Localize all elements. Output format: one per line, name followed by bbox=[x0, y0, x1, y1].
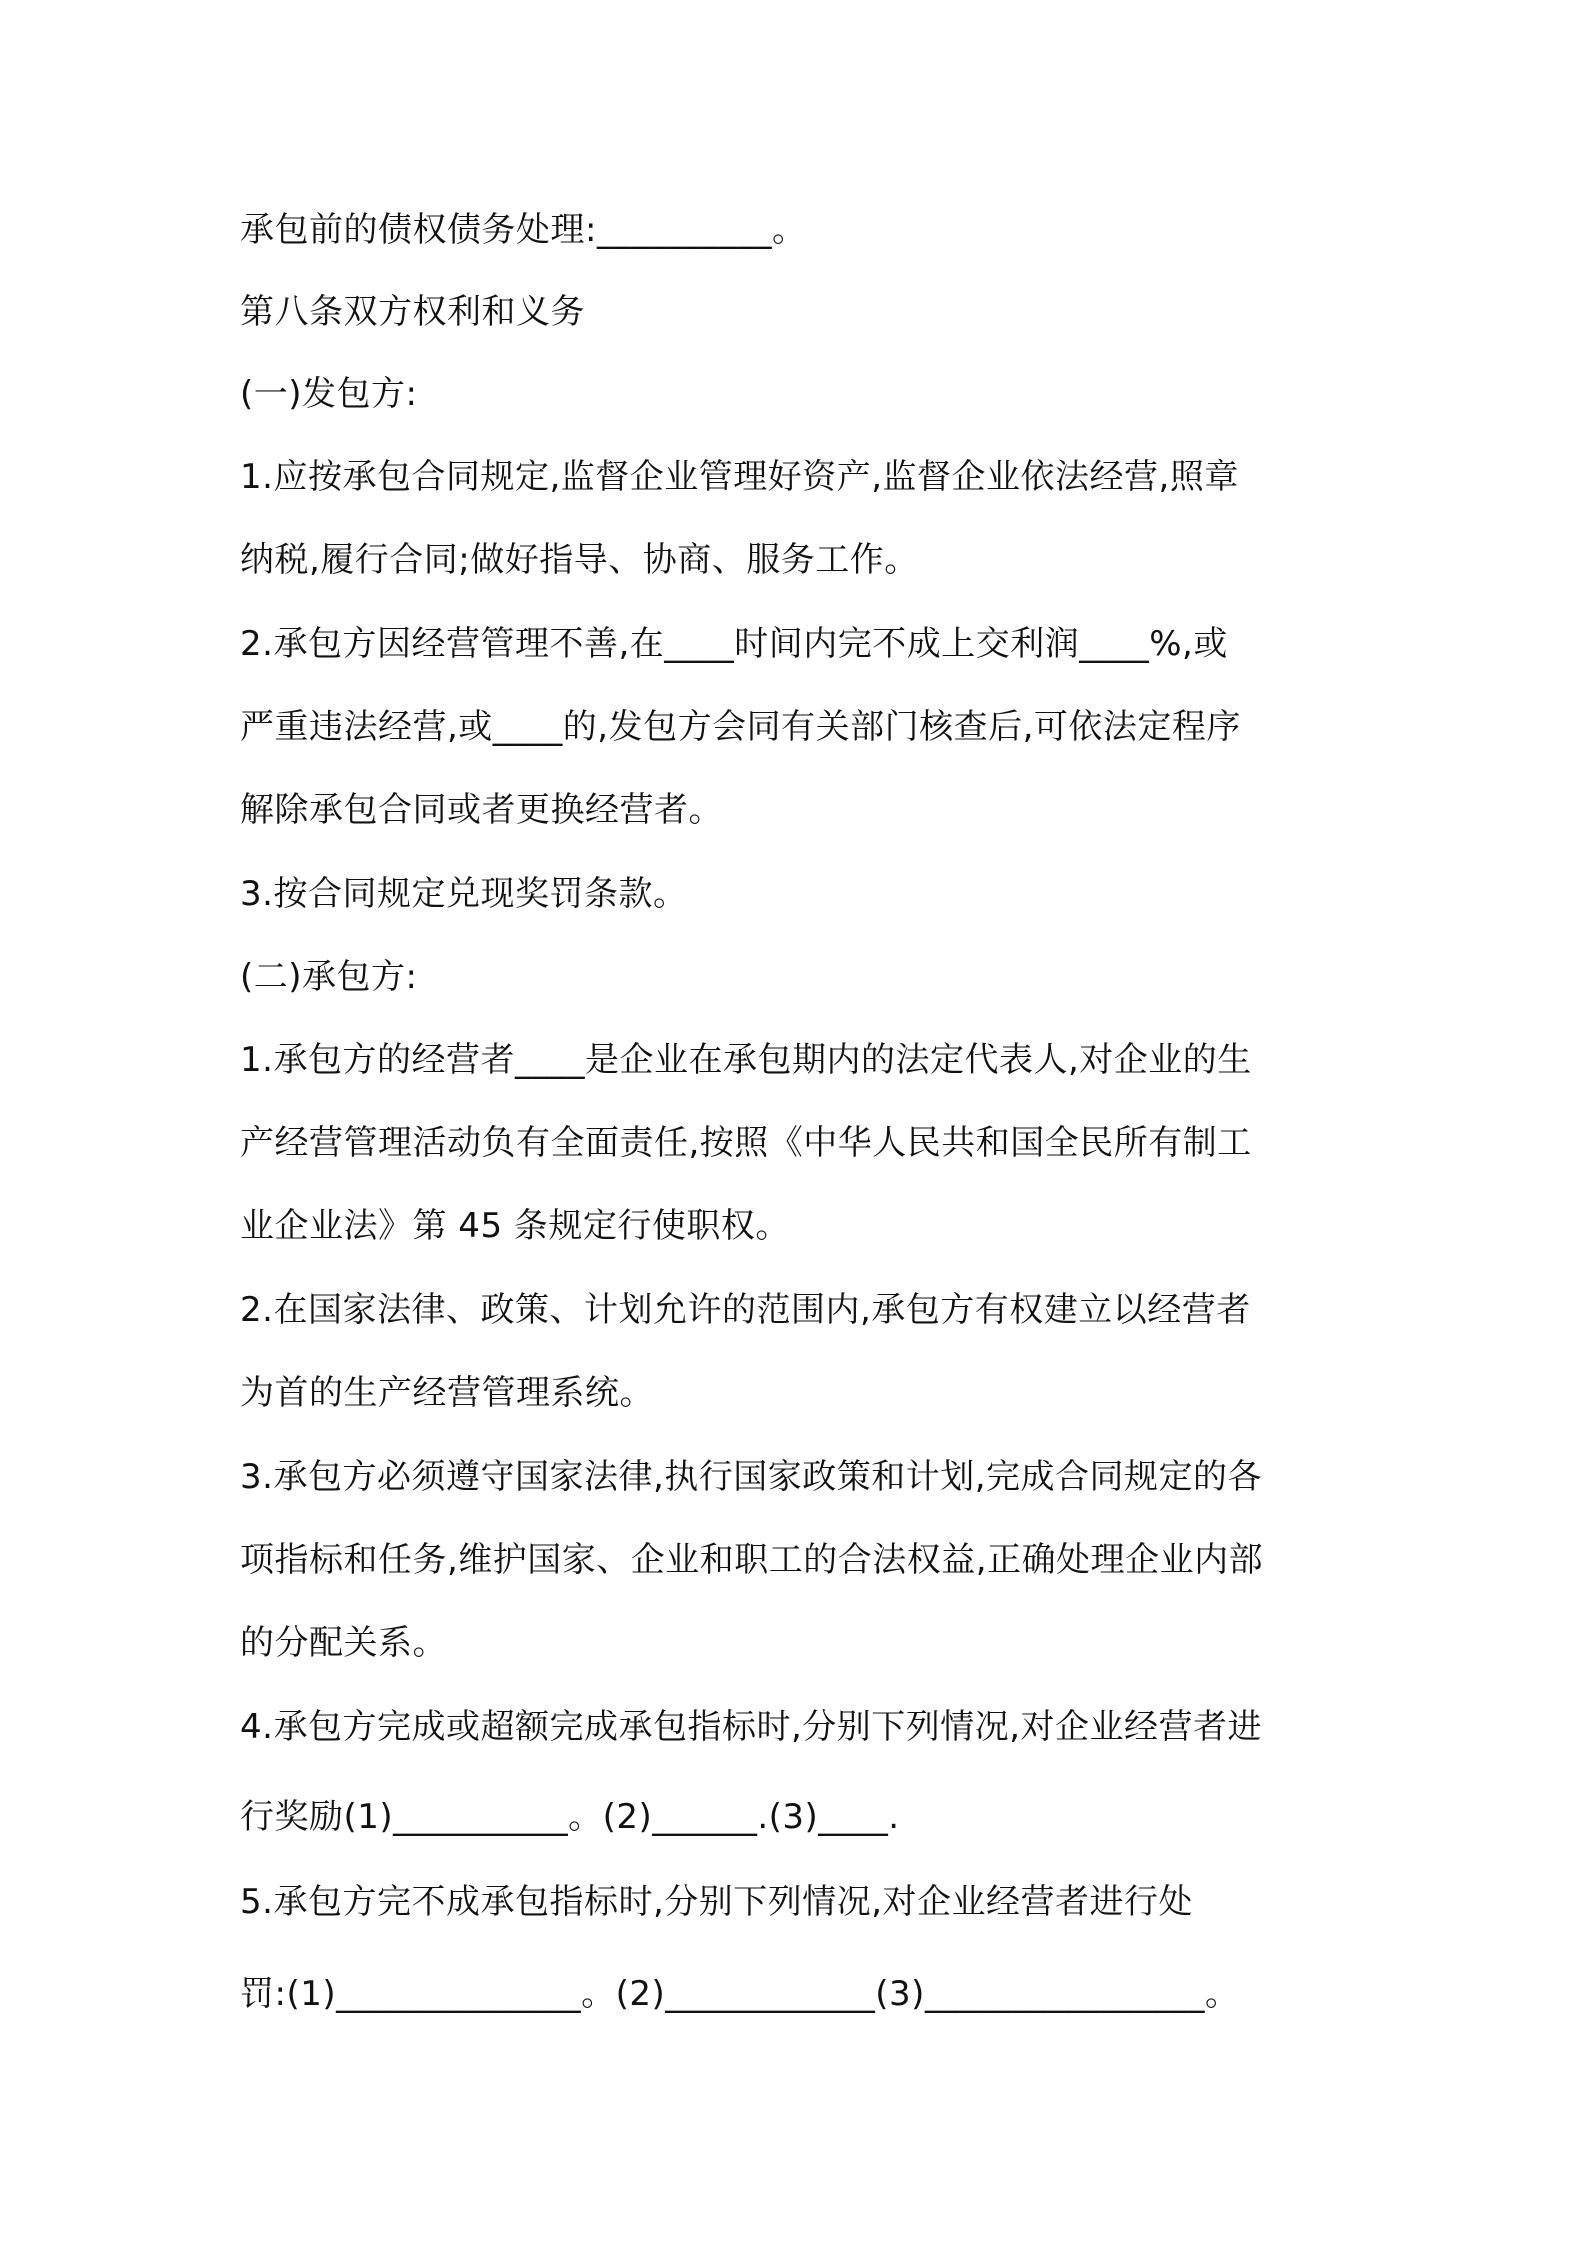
employer-item-3: 3.按合同规定兑现奖罚条款。 bbox=[240, 874, 688, 914]
contractor-item-2-line-2: 为首的生产经营管理系统。 bbox=[240, 1373, 654, 1413]
contractor-item-1-line-2: 产经营管理活动负有全面责任,按照《中华人民共和国全民所有制工 bbox=[240, 1123, 1252, 1163]
contractor-item-5-line-1: 5.承包方完不成承包指标时,分别下列情况,对企业经营者进行处 bbox=[240, 1882, 1194, 1922]
contractor-item-3-line-3: 的分配关系。 bbox=[240, 1623, 447, 1663]
paragraph-debt-handling: 承包前的债权债务处理:__________。 bbox=[240, 210, 807, 250]
article-8-heading: 第八条双方权利和义务 bbox=[240, 292, 585, 332]
contractor-item-4-line-2: 行奖励(1)__________。(2)______.(3)____. bbox=[240, 1797, 900, 1837]
employer-item-1-line-1: 1.应按承包合同规定,监督企业管理好资产,监督企业依法经营,照章 bbox=[240, 457, 1239, 497]
section-employer-heading: (一)发包方: bbox=[240, 374, 418, 414]
contractor-item-1-line-3: 业企业法》第 45 条规定行使职权。 bbox=[240, 1206, 790, 1246]
employer-item-2-line-3: 解除承包合同或者更换经营者。 bbox=[240, 790, 723, 830]
contractor-item-5-line-2: 罚:(1)______________。(2)____________(3)________________。 bbox=[240, 1974, 1240, 2014]
contractor-item-2-line-1: 2.在国家法律、政策、计划允许的范围内,承包方有权建立以经营者 bbox=[240, 1290, 1251, 1330]
employer-item-2-line-1: 2.承包方因经营管理不善,在____时间内完不成上交利润____%,或 bbox=[240, 624, 1228, 664]
contractor-item-1-line-1: 1.承包方的经营者____是企业在承包期内的法定代表人,对企业的生 bbox=[240, 1040, 1252, 1080]
section-contractor-heading: (二)承包方: bbox=[240, 957, 418, 997]
employer-item-1-line-2: 纳税,履行合同;做好指导、协商、服务工作。 bbox=[240, 540, 919, 580]
employer-item-2-line-2: 严重违法经营,或____的,发包方会同有关部门核查后,可依法定程序 bbox=[240, 707, 1241, 747]
contractor-item-4-line-1: 4.承包方完成或超额完成承包指标时,分别下列情况,对企业经营者进 bbox=[240, 1707, 1263, 1747]
contractor-item-3-line-2: 项指标和任务,维护国家、企业和职工的合法权益,正确处理企业内部 bbox=[240, 1540, 1264, 1580]
contractor-item-3-line-1: 3.承包方必须遵守国家法律,执行国家政策和计划,完成合同规定的各 bbox=[240, 1457, 1263, 1497]
